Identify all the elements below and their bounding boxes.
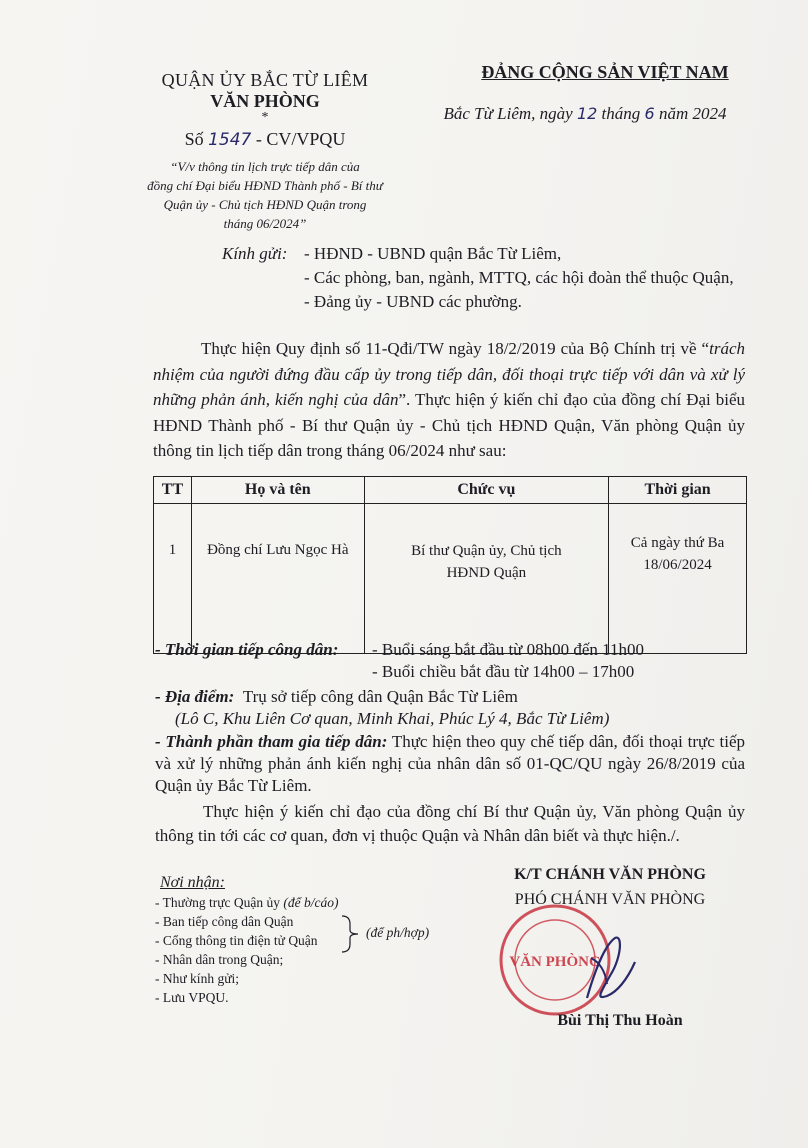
cell-time	[609, 504, 747, 654]
recipient-item: - Đảng ủy - UBND các phường.	[304, 292, 522, 311]
official-stamp	[495, 900, 645, 1020]
distribution-item: - Nhân dân trong Quận;	[155, 952, 284, 967]
column-header-position: Chức vụ	[364, 477, 609, 504]
intro-text-c: ”. Thực hiện ý kiến chỉ đạo của đồng chí Đại biểu HĐND Thành phố - Bí thư Quận ủy - Chủ tịch HĐND Quận, Văn phòng Quận ủy thông tin lịch tiếp dân trong tháng 06/2024 như sau:	[153, 390, 745, 460]
subject-line: “V/v thông tin lịch trực tiếp dân của	[170, 159, 360, 174]
cell-name: Đồng chí Lưu Ngọc Hà	[191, 504, 364, 654]
location-detail: (Lô C, Khu Liên Cơ quan, Minh Khai, Phúc Lý 4, Bắc Từ Liêm)	[175, 709, 610, 728]
table-header-row	[154, 477, 747, 504]
distribution-item-text: - Thường trực Quận ủy	[155, 895, 281, 910]
reception-time-afternoon: - Buổi chiều bắt đầu từ 14h00 – 17h00	[372, 662, 635, 681]
location-line	[155, 687, 518, 707]
subject-line: tháng 06/2024”	[223, 216, 307, 231]
column-header-name: Họ và tên	[191, 477, 364, 504]
date-mid: tháng	[597, 104, 645, 123]
distribution-note: (để ph/hợp)	[366, 925, 430, 940]
column-header-time: Thời gian	[609, 477, 747, 504]
distribution-brace	[340, 914, 364, 954]
table-row	[154, 504, 747, 654]
location-label: - Địa điểm:	[155, 687, 235, 706]
schedule-table	[153, 476, 747, 654]
subject-line: Quận ủy - Chủ tịch HĐND Quận trong	[163, 197, 367, 212]
position-line: Bí thư Quận ủy, Chủ tịch	[411, 543, 562, 559]
recipient-item: - HĐND - UBND quận Bắc Từ Liêm,	[304, 244, 562, 263]
subject-line: đồng chí Đại biểu HĐND Thành phố - Bí thư	[147, 178, 383, 193]
date-suffix: năm 2024	[654, 104, 727, 123]
document-subject	[135, 157, 395, 233]
closing-paragraph: Thực hiện ý kiến chỉ đạo của đồng chí Bí thư Quận ủy, Văn phòng Quận ủy thông tin tới các cơ quan, đơn vị thuộc Quận và Nhân dân biết và thực hiện./.	[155, 802, 745, 845]
participants-label: - Thành phần tham gia tiếp dân:	[155, 732, 388, 751]
participants-text: Thực hiện theo quy chế tiếp dân, đối thoại trực tiếp và xử lý những phản ánh kiến nghị của nhân dân số 01-QC/QU ngày 26/8/2019 của Quận ủy Bắc Từ Liêm.	[155, 732, 745, 795]
distribution-title: Nơi nhận:	[160, 874, 225, 891]
intro-paragraph	[153, 336, 745, 464]
signature-title-line2: PHÓ CHÁNH VĂN PHÒNG	[514, 891, 706, 908]
date-prefix: Bắc Từ Liêm, ngày	[443, 104, 577, 123]
distribution-note: (để b/cáo)	[283, 895, 339, 910]
cell-position	[364, 504, 609, 654]
issuing-org-line1: QUẬN ỦY BẮC TỪ LIÊM	[161, 70, 369, 90]
distribution-item	[155, 895, 339, 911]
participants-paragraph	[155, 731, 745, 797]
recipients-label: Kính gửi:	[222, 244, 288, 263]
signature-title-line1: K/T CHÁNH VĂN PHÒNG	[514, 866, 706, 883]
location-value: Trụ sở tiếp công dân Quận Bắc Từ Liêm	[242, 687, 518, 706]
distribution-item: - Lưu VPQU.	[155, 990, 229, 1005]
doc-number-handwritten: 1547	[208, 130, 252, 150]
stamp-center-text: VĂN PHÒNG	[509, 954, 601, 970]
cell-tt: 1	[154, 504, 192, 654]
position-line: HĐND Quận	[446, 565, 527, 581]
time-line: Cả ngày thứ Ba	[630, 535, 725, 551]
intro-text-a: Thực hiện Quy định số 11-Qđi/TW ngày 18/2/2019 của Bộ Chính trị về “	[201, 339, 710, 358]
reception-time-morning: - Buổi sáng bắt đầu từ 08h00 đến 11h00	[372, 640, 645, 659]
date-line	[425, 104, 745, 124]
intro-text-quote: trách nhiệm của người đứng đầu cấp ủy trong tiếp dân, đối thoại trực tiếp với dân và xử lý những phản ánh, kiến nghị của dân	[153, 339, 745, 409]
party-name: ĐẢNG CỘNG SẢN VIỆT NAM	[481, 62, 729, 82]
distribution-item: - Cổng thông tin điện tử Quận	[155, 933, 318, 948]
reception-time-label: - Thời gian tiếp công dân:	[155, 640, 339, 659]
date-day-handwritten: 12	[576, 104, 598, 123]
doc-number-suffix: - CV/VPQU	[251, 129, 346, 149]
document-number	[120, 129, 410, 150]
time-line: 18/06/2024	[643, 557, 712, 573]
header-star: *	[261, 110, 269, 125]
column-header-tt: TT	[154, 477, 192, 504]
distribution-item: - Như kính gửi;	[155, 971, 240, 986]
signer-name: Bùi Thị Thu Hoàn	[557, 1012, 683, 1029]
recipient-item: - Các phòng, ban, ngành, MTTQ, các hội đoàn thể thuộc Quận,	[304, 268, 734, 287]
date-month-handwritten: 6	[644, 104, 655, 123]
doc-number-prefix: Số	[184, 129, 209, 149]
distribution-item: - Ban tiếp công dân Quận	[155, 914, 294, 929]
issuing-org-line2: VĂN PHÒNG	[210, 91, 320, 111]
